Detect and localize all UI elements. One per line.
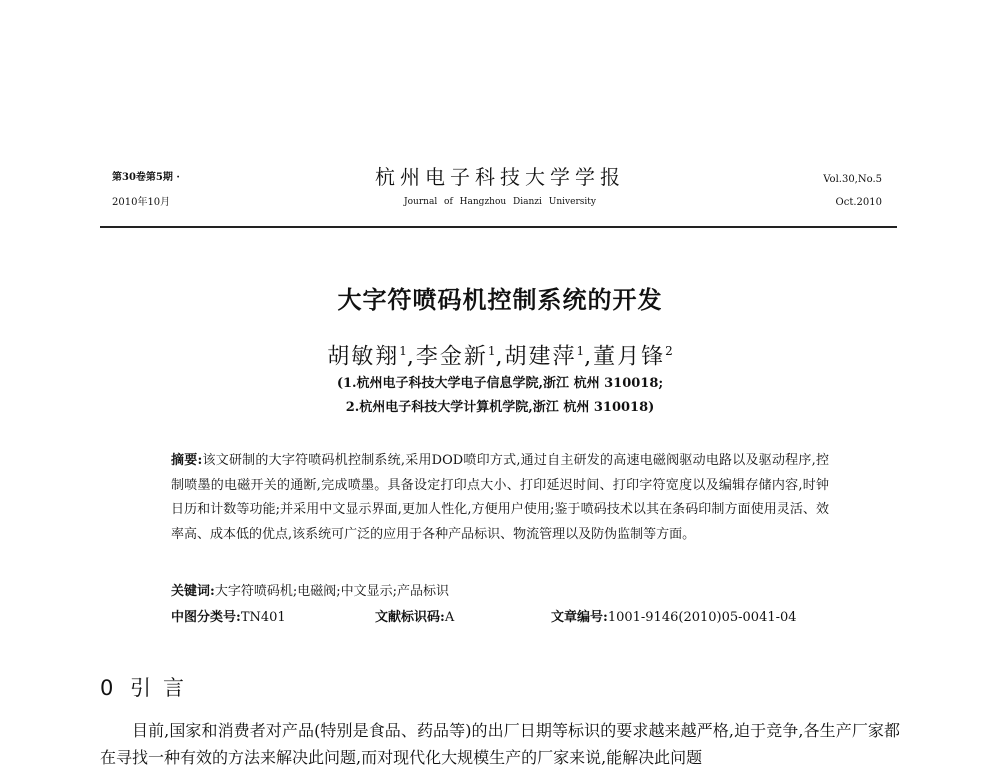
section-number: 0 <box>100 676 114 700</box>
abstract <box>171 449 829 547</box>
keywords-text: 大字符喷码机;电磁阀;中文显示;产品标识 <box>214 584 449 599</box>
date-en: Oct.2010 <box>835 197 882 208</box>
author-affiliation-mark: 1 <box>399 344 407 358</box>
author-separator: , <box>406 344 416 370</box>
affiliation-2: 2.杭州电子科技大学计算机学院,浙江 杭州 310018) <box>345 400 655 415</box>
journal-title-cn: 杭州电子科技大学学报 <box>375 165 625 189</box>
author-affiliation-mark: 1 <box>576 344 585 358</box>
section-heading <box>100 675 196 701</box>
author-name: 李金新 <box>415 344 488 370</box>
author-affiliation-mark: 2 <box>665 344 673 358</box>
clc-value: TN401 <box>240 610 286 625</box>
author-separator: , <box>495 344 505 370</box>
journal-title-en: Journal of Hangzhou Dianzi University <box>404 197 596 207</box>
author-separator: , <box>584 344 594 370</box>
article-number-value: 1001-9146(2010)05-0041-04 <box>607 610 797 625</box>
author-name: 董月锋 <box>593 344 666 370</box>
date-cn: 2010年10月 <box>112 197 171 208</box>
article-number-label: 文章编号: <box>551 610 608 625</box>
article-title: 大字符喷码机控制系统的开发 <box>337 286 663 314</box>
abstract-text: 该文研制的大字符喷码机控制系统,采用DOD喷印方式,通过自主研发的高速电磁阀驱动电路以及驱动程序,控制喷墨的电磁开关的通断,完成喷墨。具备设定打印点大小、打印延迟时间、打印字符宽度以及编辑存储内容,时钟日历和计数等功能;并采用中文显示界面,更加人性化,方便用户使用;鉴于喷码技术以其在条码印制方面使用灵活、效率高、成本低的优点,该系统可广泛的应用于各种产品标识、物流管理以及防伪监制等方面。 <box>171 453 829 542</box>
abstract-label: 摘要: <box>171 453 203 468</box>
section-title: 引言 <box>130 676 196 700</box>
author-list <box>200 337 800 371</box>
clc-label: 中图分类号: <box>171 610 241 625</box>
body-paragraph: 目前,国家和消费者对产品(特别是食品、药品等)的出厂日期等标识的要求越来越严格,迫于竞争,各生产厂家都在寻找一种有效的方法来解决此问题,而对现代化大规模生产的厂家来说,能解决此问题 <box>100 721 900 767</box>
keywords <box>171 583 449 601</box>
volume-issue-cn: 第30卷第5期 · <box>112 172 180 183</box>
author-affiliation-mark: 1 <box>487 344 496 358</box>
volume-issue-en: Vol.30,No.5 <box>823 174 882 185</box>
affiliation-1: (1.杭州电子科技大学电子信息学院,浙江 杭州 310018; <box>336 376 664 391</box>
author-name: 胡敏翔 <box>327 344 400 370</box>
keywords-label: 关键词: <box>171 584 215 599</box>
document-code-label: 文献标识码: <box>375 610 445 625</box>
document-code <box>375 609 454 627</box>
document-code-value: A <box>444 610 455 625</box>
header-rule <box>100 226 897 228</box>
article-number <box>551 609 797 627</box>
clc-number <box>171 609 286 627</box>
author-name: 胡建萍 <box>504 344 577 370</box>
